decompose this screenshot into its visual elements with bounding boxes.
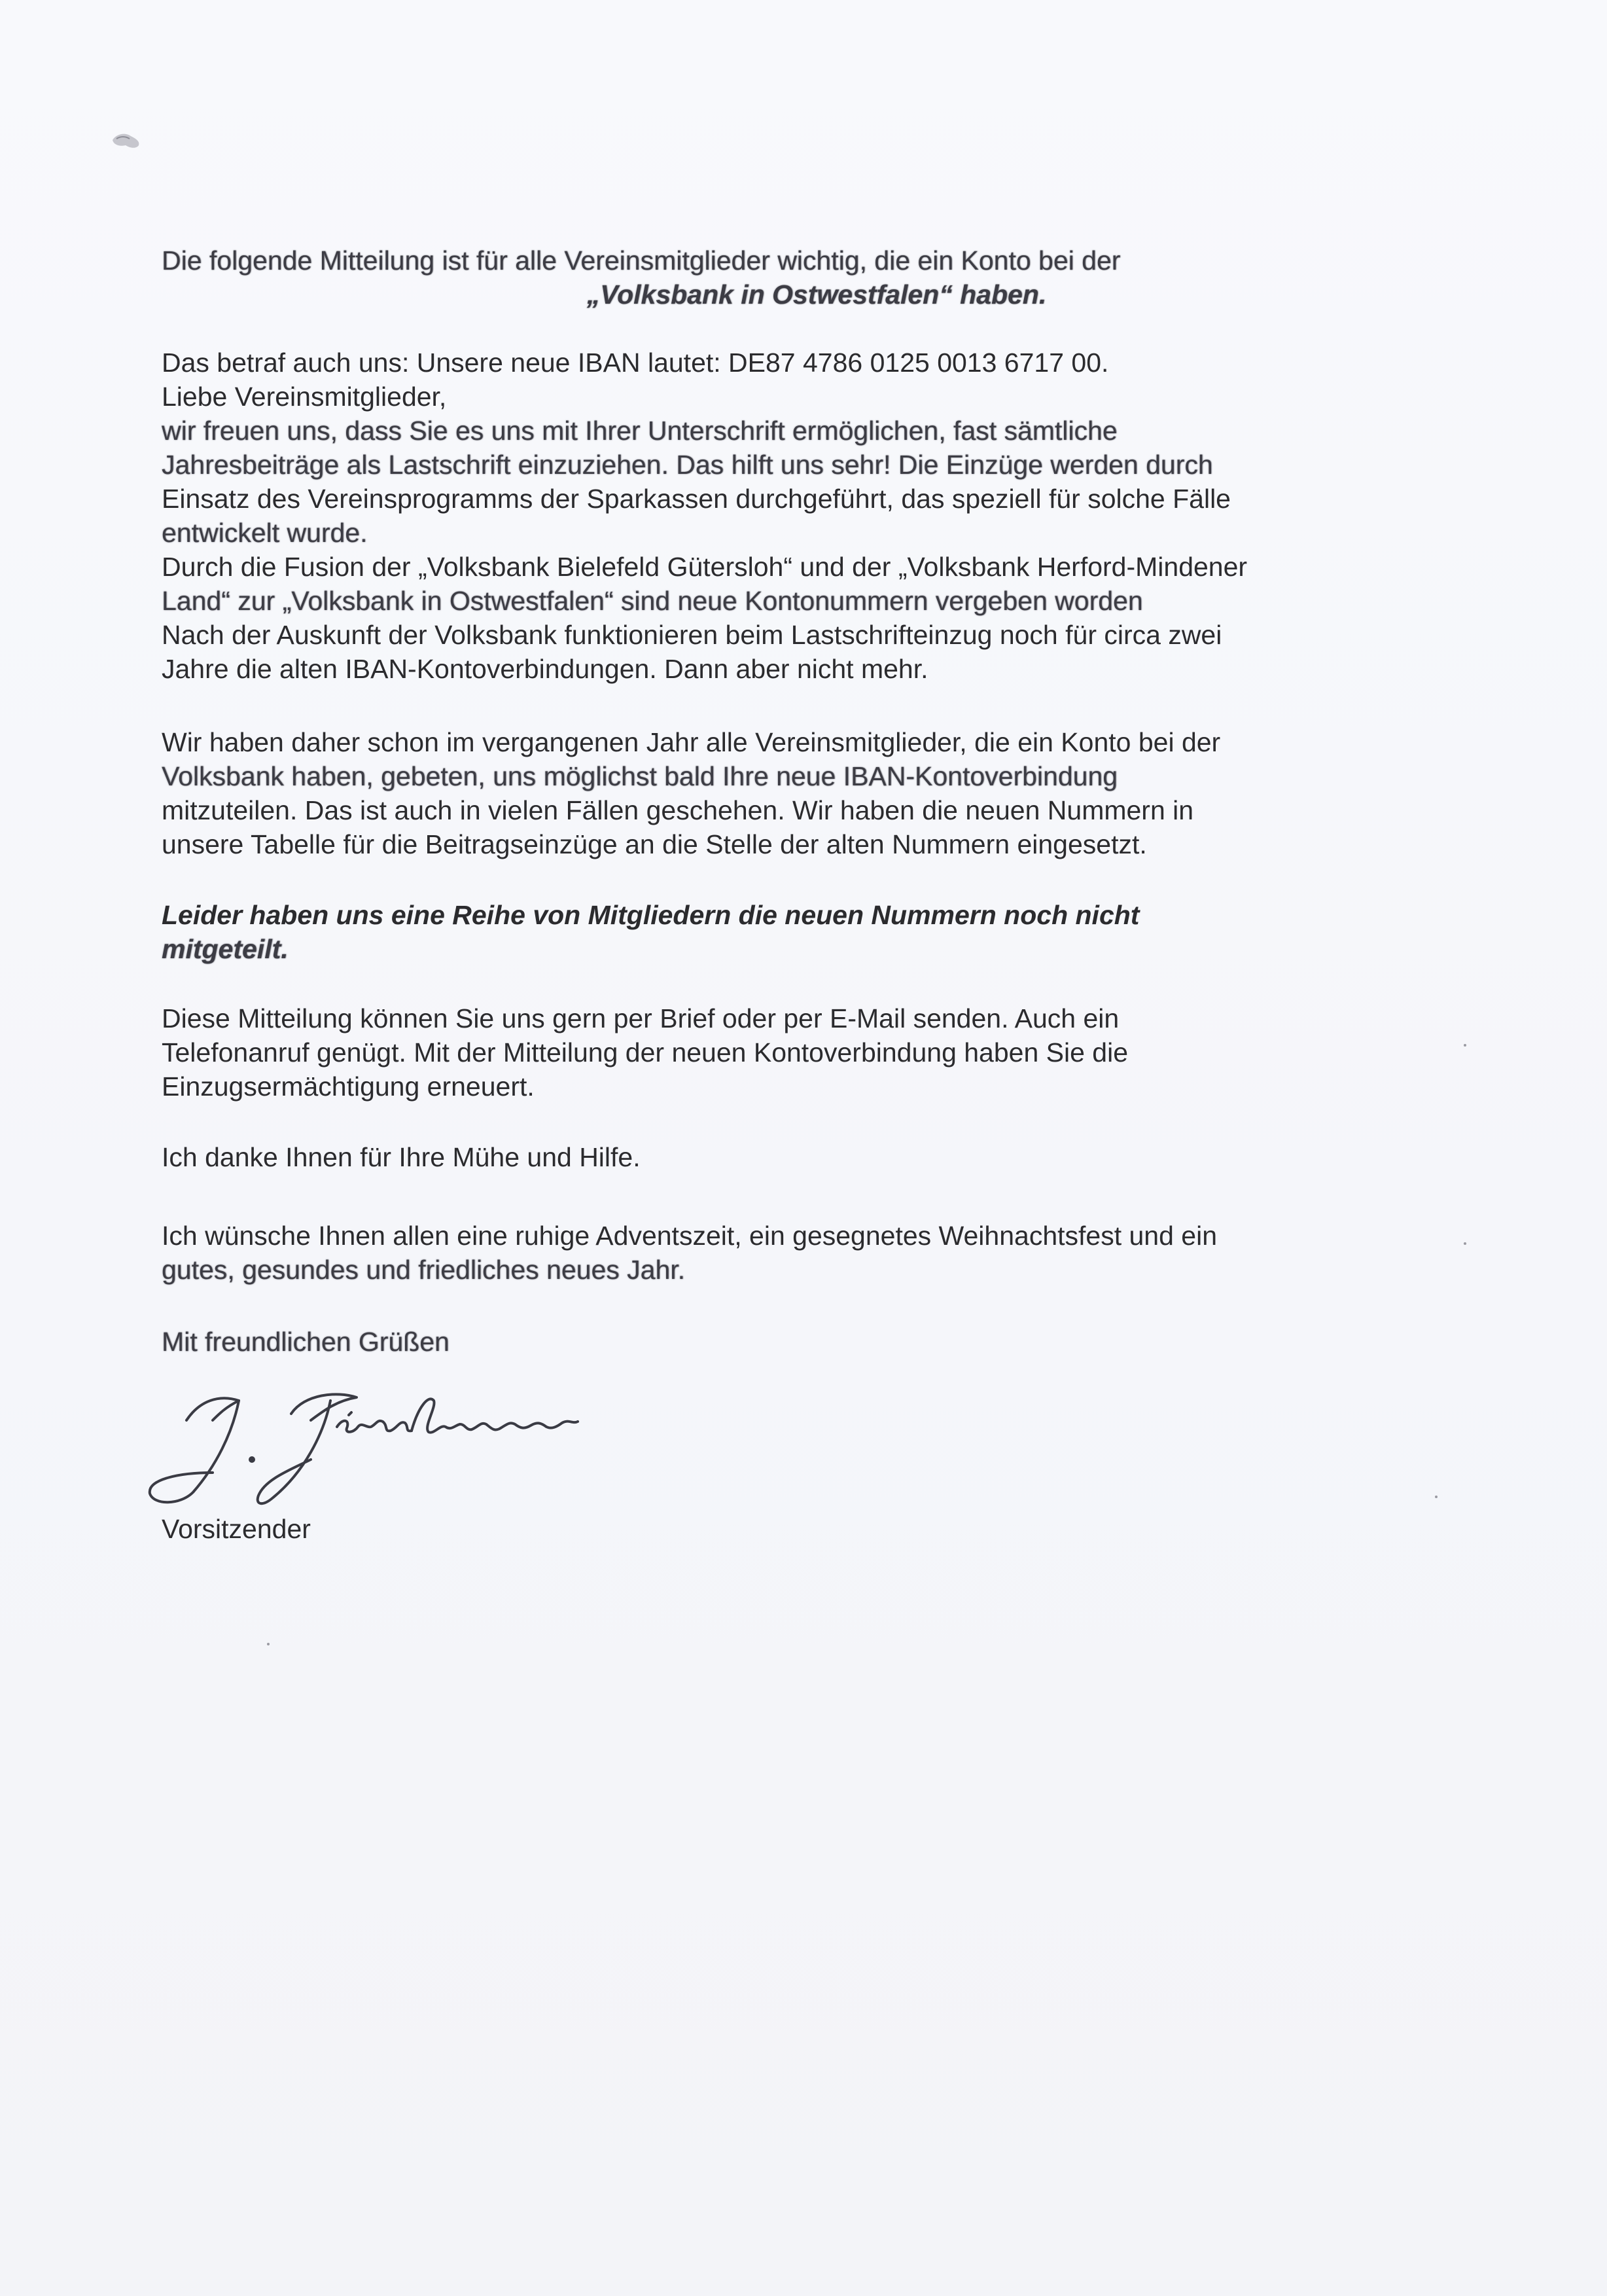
para1-line: Nach der Auskunft der Volksbank funktionieren beim Lastschrifteinzug noch für circa zwei bbox=[162, 620, 1222, 650]
intro-line-2-bank-name: „Volksbank in Ostwestfalen“ haben. bbox=[586, 279, 1047, 310]
handwritten-signature bbox=[141, 1381, 599, 1512]
para1-line: entwickelt wurde. bbox=[162, 518, 368, 548]
para2-line: Volksbank haben, gebeten, uns möglichst bald Ihre neue IBAN-Kontoverbindung bbox=[162, 761, 1118, 791]
para2-line: mitzuteilen. Das ist auch in vielen Fällen geschehen. Wir haben die neuen Nummern in bbox=[162, 795, 1194, 825]
speck bbox=[1464, 1242, 1466, 1245]
speck bbox=[1464, 1044, 1466, 1047]
para1-line: Jahre die alten IBAN-Kontoverbindungen. Dann aber nicht mehr. bbox=[162, 654, 928, 684]
closing: Mit freundlichen Grüßen bbox=[162, 1327, 450, 1357]
signatory-role: Vorsitzender bbox=[162, 1514, 311, 1544]
para1-line: Jahresbeiträge als Lastschrift einzuziehen. Das hilft uns sehr! Die Einzüge werden durch bbox=[162, 450, 1213, 480]
para1-line: Durch die Fusion der „Volksbank Bielefeld Gütersloh“ und der „Volksbank Herford-Mindener bbox=[162, 552, 1248, 582]
smudge-mark bbox=[110, 131, 144, 151]
wishes-line: gutes, gesundes und friedliches neues Jahr. bbox=[162, 1255, 686, 1285]
iban-line: Das betraf auch uns: Unsere neue IBAN lautet: DE87 4786 0125 0013 6717 00. bbox=[162, 348, 1109, 378]
intro-line-1: Die folgende Mitteilung ist für alle Vereinsmitglieder wichtig, die ein Konto bei der bbox=[162, 245, 1121, 276]
para1-line: wir freuen uns, dass Sie es uns mit Ihrer Unterschrift ermöglichen, fast sämtliche bbox=[162, 416, 1118, 446]
para1-line: Land“ zur „Volksbank in Ostwestfalen“ sind neue Kontonummern vergeben worden bbox=[162, 586, 1143, 616]
para2-line: Wir haben daher schon im vergangenen Jahr alle Vereinsmitglieder, die ein Konto bei der bbox=[162, 727, 1221, 757]
para3-line: Telefonanruf genügt. Mit der Mitteilung der neuen Kontoverbindung haben Sie die bbox=[162, 1037, 1129, 1067]
para3-line: Diese Mitteilung können Sie uns gern per Brief oder per E-Mail senden. Auch ein bbox=[162, 1003, 1120, 1033]
para2-line: unsere Tabelle für die Beitragseinzüge an die Stelle der alten Nummern eingesetzt. bbox=[162, 829, 1147, 859]
para3-line: Einzugsermächtigung erneuert. bbox=[162, 1071, 535, 1102]
thanks-line: Ich danke Ihnen für Ihre Mühe und Hilfe. bbox=[162, 1142, 641, 1172]
speck bbox=[267, 1643, 270, 1645]
speck bbox=[1435, 1496, 1438, 1498]
emphasis-line: mitgeteilt. bbox=[162, 934, 289, 964]
emphasis-line: Leider haben uns eine Reihe von Mitgliedern die neuen Nummern noch nicht bbox=[162, 900, 1140, 930]
wishes-line: Ich wünsche Ihnen allen eine ruhige Adventszeit, ein gesegnetes Weihnachtsfest und ein bbox=[162, 1221, 1217, 1251]
salutation: Liebe Vereinsmitglieder, bbox=[162, 382, 447, 412]
para1-line: Einsatz des Vereinsprogramms der Sparkassen durchgeführt, das speziell für solche Fälle bbox=[162, 484, 1231, 514]
